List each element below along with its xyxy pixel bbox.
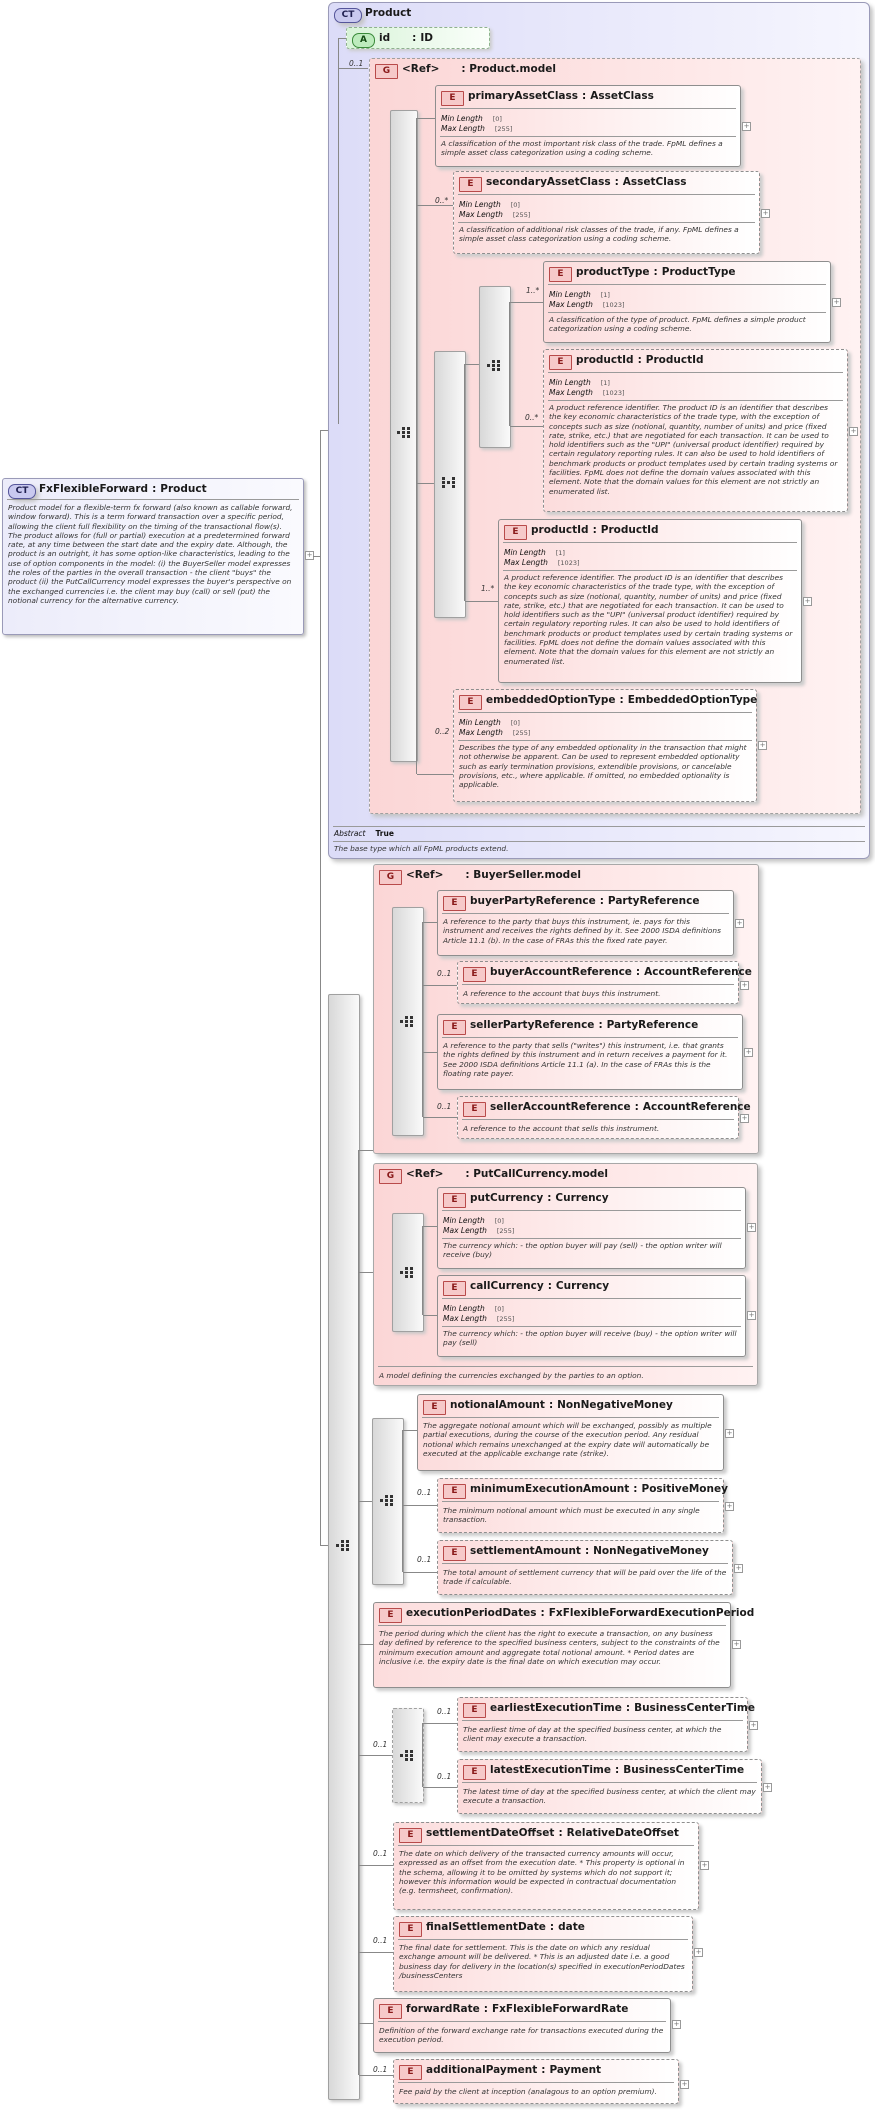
connector: [465, 364, 479, 365]
element-icon: E: [463, 1703, 486, 1718]
connector: [423, 922, 437, 923]
element-productid[interactable]: [498, 519, 802, 683]
group-icon: G: [375, 64, 398, 79]
cardinality: 0..1: [437, 969, 452, 978]
expand-icon[interactable]: +: [306, 551, 313, 559]
element-title: buyerAccountReference : AccountReference: [490, 966, 752, 978]
cardinality: 0..1: [373, 1936, 388, 1945]
element-secondaryassetclass[interactable]: [453, 171, 760, 254]
group-title: <Ref> : BuyerSeller.model: [406, 869, 581, 881]
element-title: buyerPartyReference : PartyReference: [470, 895, 700, 907]
element-title: finalSettlementDate : date: [426, 1921, 585, 1933]
connector: [359, 1150, 373, 1151]
divider: [462, 1782, 757, 1783]
connector: [359, 2023, 373, 2024]
connector: [338, 38, 346, 39]
facet-max-length: Max Length [255]: [441, 124, 513, 133]
divider: [503, 570, 797, 571]
expand-icon[interactable]: +: [681, 2080, 688, 2088]
divider: [458, 194, 755, 195]
group-title: <Ref> : Product.model: [402, 63, 556, 75]
complex-type-icon: CT: [8, 484, 36, 499]
element-doc: A classification of additional risk classes of the trade, if any. FpML defines a simple asset class categorization using a coding scheme.: [459, 225, 739, 244]
expand-icon[interactable]: +: [804, 597, 811, 605]
divider: [462, 1119, 734, 1120]
facet-min-length: Min Length [0]: [443, 1304, 504, 1313]
element-doc: A reference to the account that sells this instrument.: [463, 1124, 660, 1133]
element-producttype[interactable]: [543, 261, 831, 343]
expand-icon[interactable]: +: [701, 1861, 708, 1869]
element-doc: The earliest time of day at the specified business center, at which the client may execute a transaction.: [463, 1725, 722, 1744]
element-title: earliestExecutionTime : BusinessCenterTime: [490, 1702, 755, 1714]
connector: [509, 302, 510, 426]
element-icon: E: [443, 1281, 466, 1296]
divider: [548, 372, 843, 373]
expand-icon[interactable]: +: [748, 1223, 755, 1231]
divider: [378, 1366, 753, 1367]
divider: [7, 499, 299, 500]
divider: [442, 913, 729, 914]
connector: [422, 922, 423, 1117]
divider: [440, 136, 736, 137]
element-icon: E: [504, 525, 527, 540]
cardinality: 0..1: [349, 59, 364, 68]
divider: [458, 740, 752, 741]
group-doc: A model defining the currencies exchanged by the parties to an option.: [379, 1371, 644, 1380]
element-doc: Definition of the forward exchange rate for transactions executed during the execution period.: [379, 2026, 664, 2045]
cardinality: 0..1: [373, 1849, 388, 1858]
divider: [333, 841, 865, 842]
element-productid[interactable]: [543, 349, 848, 512]
group-title: <Ref> : PutCallCurrency.model: [406, 1168, 609, 1180]
facet-max-length: Max Length [255]: [443, 1314, 515, 1323]
expand-icon[interactable]: +: [759, 741, 766, 749]
element-icon: E: [463, 1765, 486, 1780]
divider: [462, 1720, 743, 1721]
product-doc: The base type which all FpML products extend.: [334, 844, 509, 853]
divider: [442, 1501, 719, 1502]
element-icon: E: [459, 177, 482, 192]
divider: [442, 1037, 738, 1038]
element-doc: The total amount of settlement currency that will be paid over the life of the trade if calculable.: [443, 1568, 727, 1587]
attribute-title: id : ID: [379, 32, 433, 44]
facet-max-length: Max Length [1023]: [549, 300, 625, 309]
connector: [464, 364, 465, 601]
root-element-fxflexibleforward[interactable]: [2, 478, 304, 635]
connector: [417, 483, 434, 484]
expand-icon[interactable]: +: [762, 209, 769, 217]
cardinality: 0..1: [437, 1102, 452, 1111]
group-icon: G: [379, 870, 402, 885]
connector: [359, 1865, 393, 1866]
divider: [398, 1939, 688, 1940]
connector: [358, 1150, 359, 2075]
element-additionalpayment[interactable]: [393, 2059, 679, 2104]
divider: [422, 1417, 719, 1418]
element-title: settlementAmount : NonNegativeMoney: [470, 1545, 709, 1557]
element-doc: A reference to the party that buys this instrument, ie. pays for this instrument and receives the rights defined by it. See 2000 ISDA definitions Article 11.1 (b). In the case of FRAs this the fixed rate payer.: [443, 917, 721, 945]
facet-max-length: Max Length [255]: [443, 1226, 515, 1235]
element-doc: The minimum notional amount which must be executed in any single transaction.: [443, 1506, 700, 1525]
expand-icon[interactable]: +: [745, 1048, 752, 1056]
connector: [359, 1644, 373, 1645]
expand-icon[interactable]: +: [695, 1948, 702, 1956]
complex-type-icon: CT: [334, 8, 362, 23]
abstract-facet: Abstract True: [334, 829, 394, 838]
divider: [442, 1298, 741, 1299]
expand-icon[interactable]: +: [726, 1502, 733, 1510]
divider: [442, 1238, 741, 1239]
cardinality: 0..*: [435, 196, 449, 205]
facet-min-length: Min Length [1]: [549, 378, 610, 387]
element-minimumexecutionamount[interactable]: [437, 1478, 728, 1533]
element-doc: The latest time of day at the specified business center, at which the client may execute a transaction.: [463, 1787, 756, 1806]
element-icon: E: [549, 267, 572, 282]
attribute-id[interactable]: [346, 27, 490, 49]
element-title: putCurrency : Currency: [470, 1192, 609, 1204]
element-icon: E: [549, 355, 572, 370]
divider: [442, 1326, 741, 1327]
divider: [458, 712, 752, 713]
element-doc: The currency which: - the option buyer will receive (buy) - the option writer will pay (sell): [443, 1329, 737, 1348]
element-title: callCurrency : Currency: [470, 1280, 610, 1292]
divider: [378, 2021, 666, 2022]
divider: [442, 1563, 728, 1564]
element-settlementamount[interactable]: [437, 1540, 733, 1595]
expand-icon[interactable]: +: [833, 298, 840, 306]
expand-icon[interactable]: +: [743, 122, 750, 130]
sequence-icon: [399, 1266, 415, 1278]
sequence-icon: [396, 426, 412, 438]
element-primaryassetclass[interactable]: [435, 85, 741, 167]
connector: [417, 774, 453, 775]
connector: [359, 1272, 373, 1273]
connector: [359, 1952, 393, 1953]
expand-icon[interactable]: +: [736, 919, 743, 927]
connector: [423, 985, 457, 986]
divider: [333, 826, 865, 827]
facet-max-length: Max Length [1023]: [549, 388, 625, 397]
element-buyerpartyreference[interactable]: [437, 890, 734, 956]
element-icon: E: [463, 967, 486, 982]
element-doc: A reference to the party that sells ("writes") this instrument, i.e. that grants the rights defined by this instrument and in return receives a payment for it. See 2000 ISDA definitions Article 11.1 (a). In the case of FRAs this is the floating rate payer.: [443, 1041, 728, 1078]
facet-max-length: Max Length [255]: [459, 210, 531, 219]
element-title: additionalPayment : Payment: [426, 2064, 602, 2076]
connector: [423, 1226, 437, 1227]
element-doc: The period during which the client has the right to execute a transaction, on any business day defined by reference to the specified business centers, subject to the constraints of the minimum execution amount and aggregate total notional amount. * Period dates are inclusive i.e. the expiry date is the final date on which execution may occur.: [379, 1629, 720, 1666]
element-embeddedoptiontype[interactable]: [453, 689, 757, 802]
element-doc: Describes the type of any embedded optionality in the transaction that might not otherwise be apparent. Can be used to represent embedded optionality such as early termination provisions, extendible provisions, or cancelable provisions, etc., where applicable. If omitted, no embedded optionality is applicable.: [459, 743, 747, 790]
cardinality: 0..1: [417, 1488, 432, 1497]
connector: [403, 1505, 437, 1506]
divider: [458, 222, 755, 223]
connector: [510, 302, 543, 303]
element-icon: E: [443, 1484, 466, 1499]
expand-icon[interactable]: +: [735, 1564, 742, 1572]
connector: [402, 1430, 403, 1572]
cardinality: 0..2: [435, 727, 450, 736]
connector: [417, 205, 453, 206]
element-callcurrency[interactable]: [437, 1275, 746, 1357]
element-icon: E: [399, 1828, 422, 1843]
expand-icon[interactable]: +: [733, 1640, 740, 1648]
connector: [338, 68, 368, 69]
cardinality: 1..*: [481, 584, 495, 593]
connector: [417, 118, 435, 119]
connector: [359, 1755, 392, 1756]
connector: [423, 1315, 437, 1316]
element-latestexecutiontime[interactable]: [457, 1759, 762, 1814]
facet-min-length: Min Length [0]: [443, 1216, 504, 1225]
element-title: primaryAssetClass : AssetClass: [468, 90, 654, 102]
expand-icon[interactable]: +: [741, 1114, 748, 1122]
root-title: FxFlexibleForward : Product: [39, 483, 207, 495]
expand-icon[interactable]: +: [673, 2020, 680, 2028]
divider: [440, 108, 736, 109]
connector: [416, 118, 417, 774]
connector: [423, 1723, 457, 1724]
connector: [422, 1226, 423, 1315]
facet-max-length: Max Length [255]: [459, 728, 531, 737]
connector: [320, 430, 321, 1546]
element-title: latestExecutionTime : BusinessCenterTime: [490, 1764, 745, 1776]
connector: [423, 1787, 457, 1788]
element-putcurrency[interactable]: [437, 1187, 746, 1269]
element-icon: E: [399, 2065, 422, 2080]
divider: [548, 312, 826, 313]
facet-min-length: Min Length [0]: [459, 200, 520, 209]
element-executionperioddates[interactable]: [373, 1602, 755, 1688]
expand-icon[interactable]: +: [764, 1783, 771, 1791]
cardinality: 0..1: [373, 1740, 388, 1749]
sequence-icon: [379, 1494, 395, 1506]
attribute-icon: A: [352, 33, 375, 48]
connector: [465, 601, 498, 602]
connector: [359, 2075, 393, 2076]
expand-icon[interactable]: +: [850, 427, 857, 435]
element-icon: E: [379, 1608, 402, 1623]
element-icon: E: [443, 1546, 466, 1561]
connector: [359, 1501, 372, 1502]
expand-icon[interactable]: +: [748, 1311, 755, 1319]
divider: [548, 400, 843, 401]
element-icon: E: [463, 1102, 486, 1117]
element-earliestexecutiontime[interactable]: [457, 1697, 755, 1752]
divider: [462, 984, 734, 985]
connector: [403, 1430, 417, 1431]
element-notionalamount[interactable]: [417, 1394, 724, 1471]
element-buyeraccountreference[interactable]: [457, 961, 752, 1004]
element-doc: A product reference identifier. The product ID is an identifier that describes the key economic characteristics of the trade type, with the exception of concepts such as size (notional, quantity, number of units) and price (fixed rate, strike, etc.) that are negotiated for each transaction. It can be used to hold identifiers such as the "UPI" (universal product identifier) required by certain regulatory reporting rules. It can also be used to hold identifiers of benchmark products or product templates used by certain trading systems or facilities. FpML does not define the domain values associated with this element. Note that the domain values for this element are not strictly an enumerated list.: [504, 573, 793, 666]
element-title: settlementDateOffset : RelativeDateOffset: [426, 1827, 679, 1839]
element-title: forwardRate : FxFlexibleForwardRate: [406, 2003, 629, 2015]
connector: [338, 38, 339, 424]
element-doc: The final date for settlement. This is the date on which any residual exchange amount will be delivered. * This is an adjusted date i.e. a good business day for delivery in the location(s) specified in executionPeriodDates /businessCenters: [399, 1943, 685, 1980]
product-title: Product: [365, 7, 412, 19]
element-selleraccountreference[interactable]: [457, 1096, 751, 1139]
element-title: executionPeriodDates : FxFlexibleForwardExecutionPeriod: [406, 1607, 755, 1619]
element-forwardrate[interactable]: [373, 1998, 671, 2053]
cardinality: 1..*: [526, 286, 540, 295]
element-title: minimumExecutionAmount : PositiveMoney: [470, 1483, 728, 1495]
divider: [378, 1625, 726, 1626]
element-title: embeddedOptionType : EmbeddedOptionType: [486, 694, 758, 706]
cardinality: 0..*: [525, 413, 539, 422]
cardinality: 0..1: [373, 2065, 388, 2074]
choice-icon: [441, 476, 457, 488]
element-doc: Fee paid by the client at inception (analagous to an option premium).: [399, 2087, 657, 2096]
element-sellerpartyreference[interactable]: [437, 1014, 743, 1090]
expand-icon[interactable]: +: [741, 981, 748, 989]
element-title: secondaryAssetClass : AssetClass: [486, 176, 687, 188]
facet-min-length: Min Length [1]: [549, 290, 610, 299]
element-settlementdateoffset[interactable]: [393, 1822, 699, 1910]
connector: [510, 426, 543, 427]
connector: [422, 1723, 423, 1787]
facet-min-length: Min Length [0]: [441, 114, 502, 123]
element-doc: The date on which delivery of the transacted currency amounts will occur, expressed as an offset from the execution date. * This property is optional in the schema, allowing it to be omitted by systems which do not support it; however this information would be expected in contractual documentation (e.g. termsheet, confirmation).: [399, 1849, 685, 1896]
element-icon: E: [441, 91, 464, 106]
cardinality: 0..1: [437, 1772, 452, 1781]
element-icon: E: [443, 896, 466, 911]
root-doc: Product model for a flexible-term fx forward (also known as callable forward, window forward). This is a term forward transaction over a specific period, allowing the client full flexibility on the timing of the transactional flow(s). The product allows for (full or partial) execution at a predetermined forward rate, at any time between the start date and the expiry date. Although, the product is an outright, it has some option-like characteristics, leading to the use of option components in the model: (i) the BuyerSeller model expresses the roles of the parties in the overall transaction - the client "buys" the product (ii) the PutCallCurrency model expresses the buyer's perspective on the exchanged currencies i.e. the client may buy (call) or sell (put) the notional currency for the alternative currency.: [8, 503, 293, 605]
divider: [398, 2082, 674, 2083]
cardinality: 0..1: [417, 1555, 432, 1564]
element-icon: E: [443, 1020, 466, 1035]
connector: [423, 1052, 437, 1053]
facet-min-length: Min Length [1]: [504, 548, 565, 557]
element-title: productId : ProductId: [531, 524, 659, 536]
element-title: sellerAccountReference : AccountReference: [490, 1101, 751, 1113]
element-icon: E: [399, 1922, 422, 1937]
element-icon: E: [379, 2004, 402, 2019]
expand-icon[interactable]: +: [726, 1429, 733, 1437]
facet-min-length: Min Length [0]: [459, 718, 520, 727]
facet-max-length: Max Length [1023]: [504, 558, 580, 567]
element-doc: The aggregate notional amount which will be exchanged, possibly as multiple partial executions, during the course of the execution period. Any residual notional which remains unexchanged at the expiry date will automatically be executed at the applicable exchange rate (strike).: [423, 1421, 712, 1458]
element-icon: E: [423, 1400, 446, 1415]
element-title: productId : ProductId: [576, 354, 704, 366]
sequence-icon: [399, 1015, 415, 1027]
sequence-icon: [335, 1539, 351, 1551]
element-doc: A classification of the type of product. FpML defines a simple product categorization using a coding scheme.: [549, 315, 806, 334]
cardinality: 0..1: [437, 1707, 452, 1716]
element-title: notionalAmount : NonNegativeMoney: [450, 1399, 673, 1411]
divider: [442, 1210, 741, 1211]
divider: [503, 542, 797, 543]
element-doc: The currency which: - the option buyer will pay (sell) - the option writer will receive (buy): [443, 1241, 722, 1260]
divider: [398, 1845, 694, 1846]
element-finalsettlementdate[interactable]: [393, 1916, 693, 1992]
sequence-icon: [399, 1749, 415, 1761]
element-icon: E: [459, 695, 482, 710]
connector: [403, 1572, 437, 1573]
element-doc: A reference to the account that buys this instrument.: [463, 989, 661, 998]
element-doc: A classification of the most important risk class of the trade. FpML defines a simple asset class categorization using a coding scheme.: [441, 139, 723, 158]
divider: [548, 284, 826, 285]
sequence-icon: [486, 359, 502, 371]
group-icon: G: [379, 1169, 402, 1184]
connector: [423, 1117, 457, 1118]
element-icon: E: [443, 1193, 466, 1208]
element-title: sellerPartyReference : PartyReference: [470, 1019, 699, 1031]
element-title: productType : ProductType: [576, 266, 736, 278]
expand-icon[interactable]: +: [750, 1721, 757, 1729]
element-doc: A product reference identifier. The product ID is an identifier that describes the key economic characteristics of the trade type, with the exception of concepts such as size (notional, quantity, number of units) and price (fixed rate, strike, etc.) that are negotiated for each transaction. It can be used to hold identifiers such as the "UPI" (universal product identifier) required by certain regulatory reporting rules. It can also be used to hold identifiers of benchmark products or product templates used by certain trading systems or facilities. FpML does not define the domain values associated with this element. Note that the domain values for this element are not strictly an enumerated list.: [549, 403, 838, 496]
